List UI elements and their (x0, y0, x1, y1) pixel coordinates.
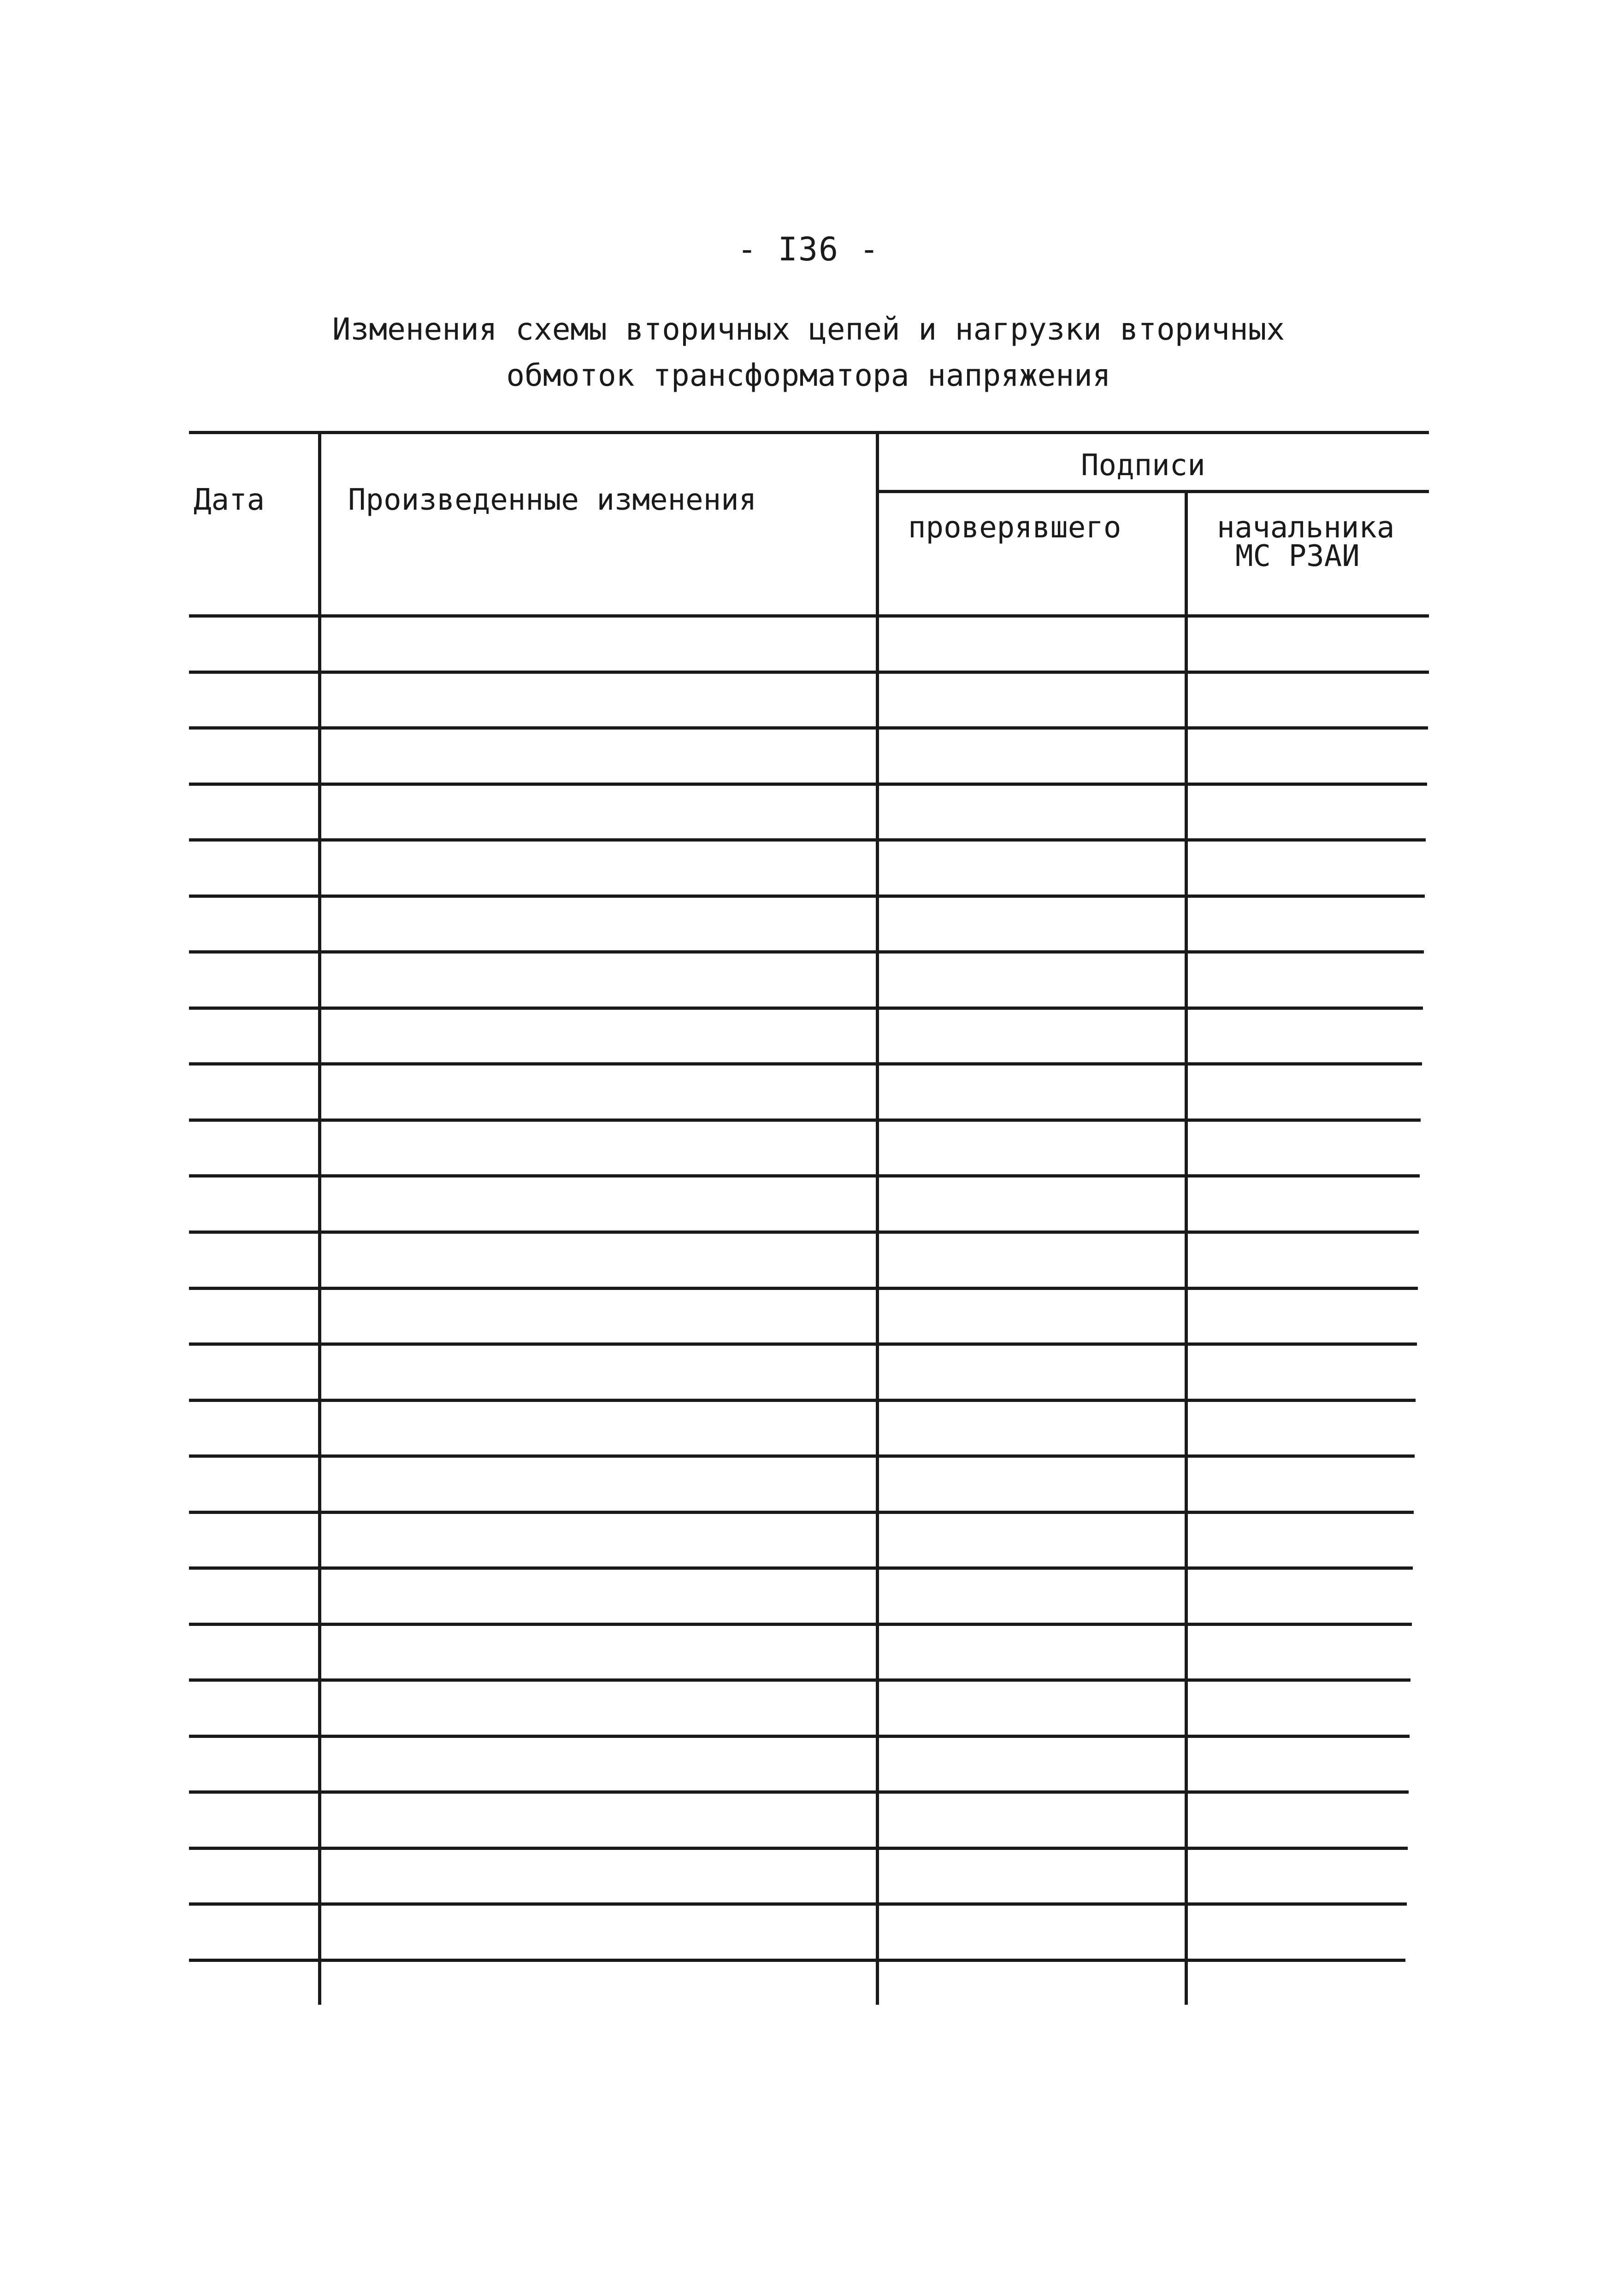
table-cell-date[interactable] (194, 787, 313, 837)
table-cell-changes[interactable] (323, 1403, 871, 1453)
table-cell-changes[interactable] (323, 619, 871, 669)
table-cell-head[interactable] (1189, 787, 1424, 837)
table-cell-date[interactable] (194, 1739, 313, 1789)
table-row-rule (189, 1399, 1416, 1402)
table-top-rule (189, 431, 1429, 434)
table-cell-changes[interactable] (323, 1011, 871, 1061)
title-line-1: Изменения схемы вторичных цепей и нагрузки вторичных (332, 312, 1285, 347)
table-cell-head[interactable] (1189, 619, 1424, 669)
table-row-rule (189, 1902, 1407, 1906)
table-cell-date[interactable] (194, 675, 313, 725)
table-row-rule (189, 1287, 1418, 1290)
table-cell-checker[interactable] (880, 1291, 1180, 1341)
table-cell-checker[interactable] (880, 675, 1180, 725)
table-row-rule (189, 671, 1429, 674)
table-cell-date[interactable] (194, 1011, 313, 1061)
table-cell-date[interactable] (194, 1515, 313, 1565)
table-row-rule (189, 1623, 1412, 1626)
table-cell-head[interactable] (1189, 675, 1424, 725)
table-cell-date[interactable] (194, 1235, 313, 1285)
table-row-rule (189, 1735, 1410, 1738)
table-row-rule (189, 1062, 1422, 1066)
table-cell-head[interactable] (1189, 1627, 1424, 1677)
table-cell-head[interactable] (1189, 1515, 1424, 1565)
table-row-rule (189, 838, 1426, 842)
table-row-rule (189, 1566, 1413, 1570)
table-cell-checker[interactable] (880, 955, 1180, 1005)
table-cell-checker[interactable] (880, 1403, 1180, 1453)
table-cell-checker[interactable] (880, 1795, 1180, 1845)
table-cell-head[interactable] (1189, 1403, 1424, 1453)
table-cell-date[interactable] (194, 899, 313, 949)
table-cell-checker[interactable] (880, 1515, 1180, 1565)
table-cell-head[interactable] (1189, 1011, 1424, 1061)
table-row-rule (189, 1511, 1414, 1514)
table-cell-checker[interactable] (880, 1347, 1180, 1397)
table-row-rule (189, 1007, 1423, 1010)
table-cell-date[interactable] (194, 1179, 313, 1229)
table-cell-changes[interactable] (323, 1739, 871, 1789)
table-cell-date[interactable] (194, 619, 313, 669)
table-cell-head[interactable] (1189, 1067, 1424, 1117)
table-row-rule (189, 1174, 1420, 1177)
table-cell-checker[interactable] (880, 1571, 1180, 1621)
table-row-rule (189, 783, 1427, 786)
table-cell-changes[interactable] (323, 1795, 871, 1845)
table-cell-changes[interactable] (323, 1515, 871, 1565)
table-cell-date[interactable] (194, 955, 313, 1005)
table-cell-head[interactable] (1189, 1571, 1424, 1621)
table-cell-changes[interactable] (323, 1179, 871, 1229)
table-cell-changes[interactable] (323, 731, 871, 781)
table-row-rule (189, 895, 1425, 898)
table-cell-date[interactable] (194, 1851, 313, 1901)
table-cell-date[interactable] (194, 1403, 313, 1453)
column-header-signatures: Подписи (1081, 448, 1205, 483)
table-row-rule (189, 1342, 1417, 1346)
column-header-head-line-1: начальника (1217, 511, 1395, 545)
table-cell-date[interactable] (194, 1683, 313, 1733)
table-cell-checker[interactable] (880, 731, 1180, 781)
table-cell-head[interactable] (1189, 955, 1424, 1005)
table-cell-head[interactable] (1189, 1851, 1424, 1901)
table-row-rule (189, 1678, 1410, 1682)
table-row-rule (189, 1959, 1405, 1962)
table-cell-changes[interactable] (323, 1235, 871, 1285)
table-cell-changes[interactable] (323, 1347, 871, 1397)
table-cell-head[interactable] (1189, 1291, 1424, 1341)
table-cell-checker[interactable] (880, 1235, 1180, 1285)
table-cell-changes[interactable] (323, 843, 871, 893)
column-header-date: Дата (194, 483, 265, 517)
date-column-divider (318, 431, 321, 2005)
column-header-head-line-2: МС РЗАИ (1235, 539, 1360, 573)
table-cell-head[interactable] (1189, 1907, 1424, 1957)
table-cell-checker[interactable] (880, 899, 1180, 949)
table-cell-changes[interactable] (323, 675, 871, 725)
table-cell-head[interactable] (1189, 1683, 1424, 1733)
table-row-rule (189, 950, 1424, 954)
table-cell-date[interactable] (194, 1459, 313, 1509)
column-header-changes: Произведенные изменения (348, 483, 757, 517)
table-cell-head[interactable] (1189, 899, 1424, 949)
table-cell-checker[interactable] (880, 1851, 1180, 1901)
table-cell-changes[interactable] (323, 1851, 871, 1901)
table-cell-changes[interactable] (323, 1123, 871, 1173)
table-cell-checker[interactable] (880, 1683, 1180, 1733)
table-row-rule (189, 1454, 1415, 1458)
table-row-rule (189, 1119, 1421, 1122)
table-cell-checker[interactable] (880, 1123, 1180, 1173)
changes-column-divider (876, 431, 879, 2005)
table-cell-date[interactable] (194, 731, 313, 781)
table-cell-date[interactable] (194, 843, 313, 893)
table-cell-changes[interactable] (323, 1683, 871, 1733)
signatures-subheader-rule (876, 490, 1429, 493)
table-cell-changes[interactable] (323, 899, 871, 949)
table-cell-date[interactable] (194, 1067, 313, 1117)
title-line-2: обмоток трансформатора напряжения (506, 358, 1111, 393)
table-cell-date[interactable] (194, 1795, 313, 1845)
table-cell-head[interactable] (1189, 1739, 1424, 1789)
table-row-rule (189, 1790, 1409, 1794)
table-cell-changes[interactable] (323, 1571, 871, 1621)
table-row-rule (189, 1847, 1408, 1850)
table-cell-head[interactable] (1189, 1347, 1424, 1397)
page-number: - I36 - (737, 230, 880, 268)
table-cell-checker[interactable] (880, 1011, 1180, 1061)
table-cell-head[interactable] (1189, 731, 1424, 781)
table-cell-checker[interactable] (880, 1459, 1180, 1509)
table-cell-changes[interactable] (323, 1459, 871, 1509)
table-cell-checker[interactable] (880, 1739, 1180, 1789)
table-cell-date[interactable] (194, 1571, 313, 1621)
table-cell-date[interactable] (194, 1907, 313, 1957)
table-cell-changes[interactable] (323, 787, 871, 837)
table-cell-changes[interactable] (323, 1627, 871, 1677)
table-cell-head[interactable] (1189, 1459, 1424, 1509)
table-cell-date[interactable] (194, 1347, 313, 1397)
table-cell-checker[interactable] (880, 1907, 1180, 1957)
header-bottom-rule (189, 614, 1429, 618)
table-cell-checker[interactable] (880, 1627, 1180, 1677)
table-cell-changes[interactable] (323, 1291, 871, 1341)
table-row-rule (189, 726, 1428, 730)
table-cell-checker[interactable] (880, 1179, 1180, 1229)
table-cell-checker[interactable] (880, 1067, 1180, 1117)
table-cell-checker[interactable] (880, 787, 1180, 837)
signatures-column-divider (1185, 490, 1188, 2005)
table-cell-head[interactable] (1189, 1179, 1424, 1229)
table-cell-checker[interactable] (880, 619, 1180, 669)
table-cell-head[interactable] (1189, 1123, 1424, 1173)
table-cell-date[interactable] (194, 1123, 313, 1173)
table-cell-head[interactable] (1189, 843, 1424, 893)
column-header-checker: проверявшего (908, 511, 1121, 545)
table-cell-changes[interactable] (323, 1067, 871, 1117)
table-cell-date[interactable] (194, 1291, 313, 1341)
table-cell-head[interactable] (1189, 1795, 1424, 1845)
table-cell-head[interactable] (1189, 1235, 1424, 1285)
table-cell-date[interactable] (194, 1627, 313, 1677)
document-title (0, 306, 1617, 399)
table-cell-checker[interactable] (880, 843, 1180, 893)
table-cell-changes[interactable] (323, 955, 871, 1005)
table-cell-changes[interactable] (323, 1907, 871, 1957)
table-row-rule (189, 1230, 1419, 1234)
